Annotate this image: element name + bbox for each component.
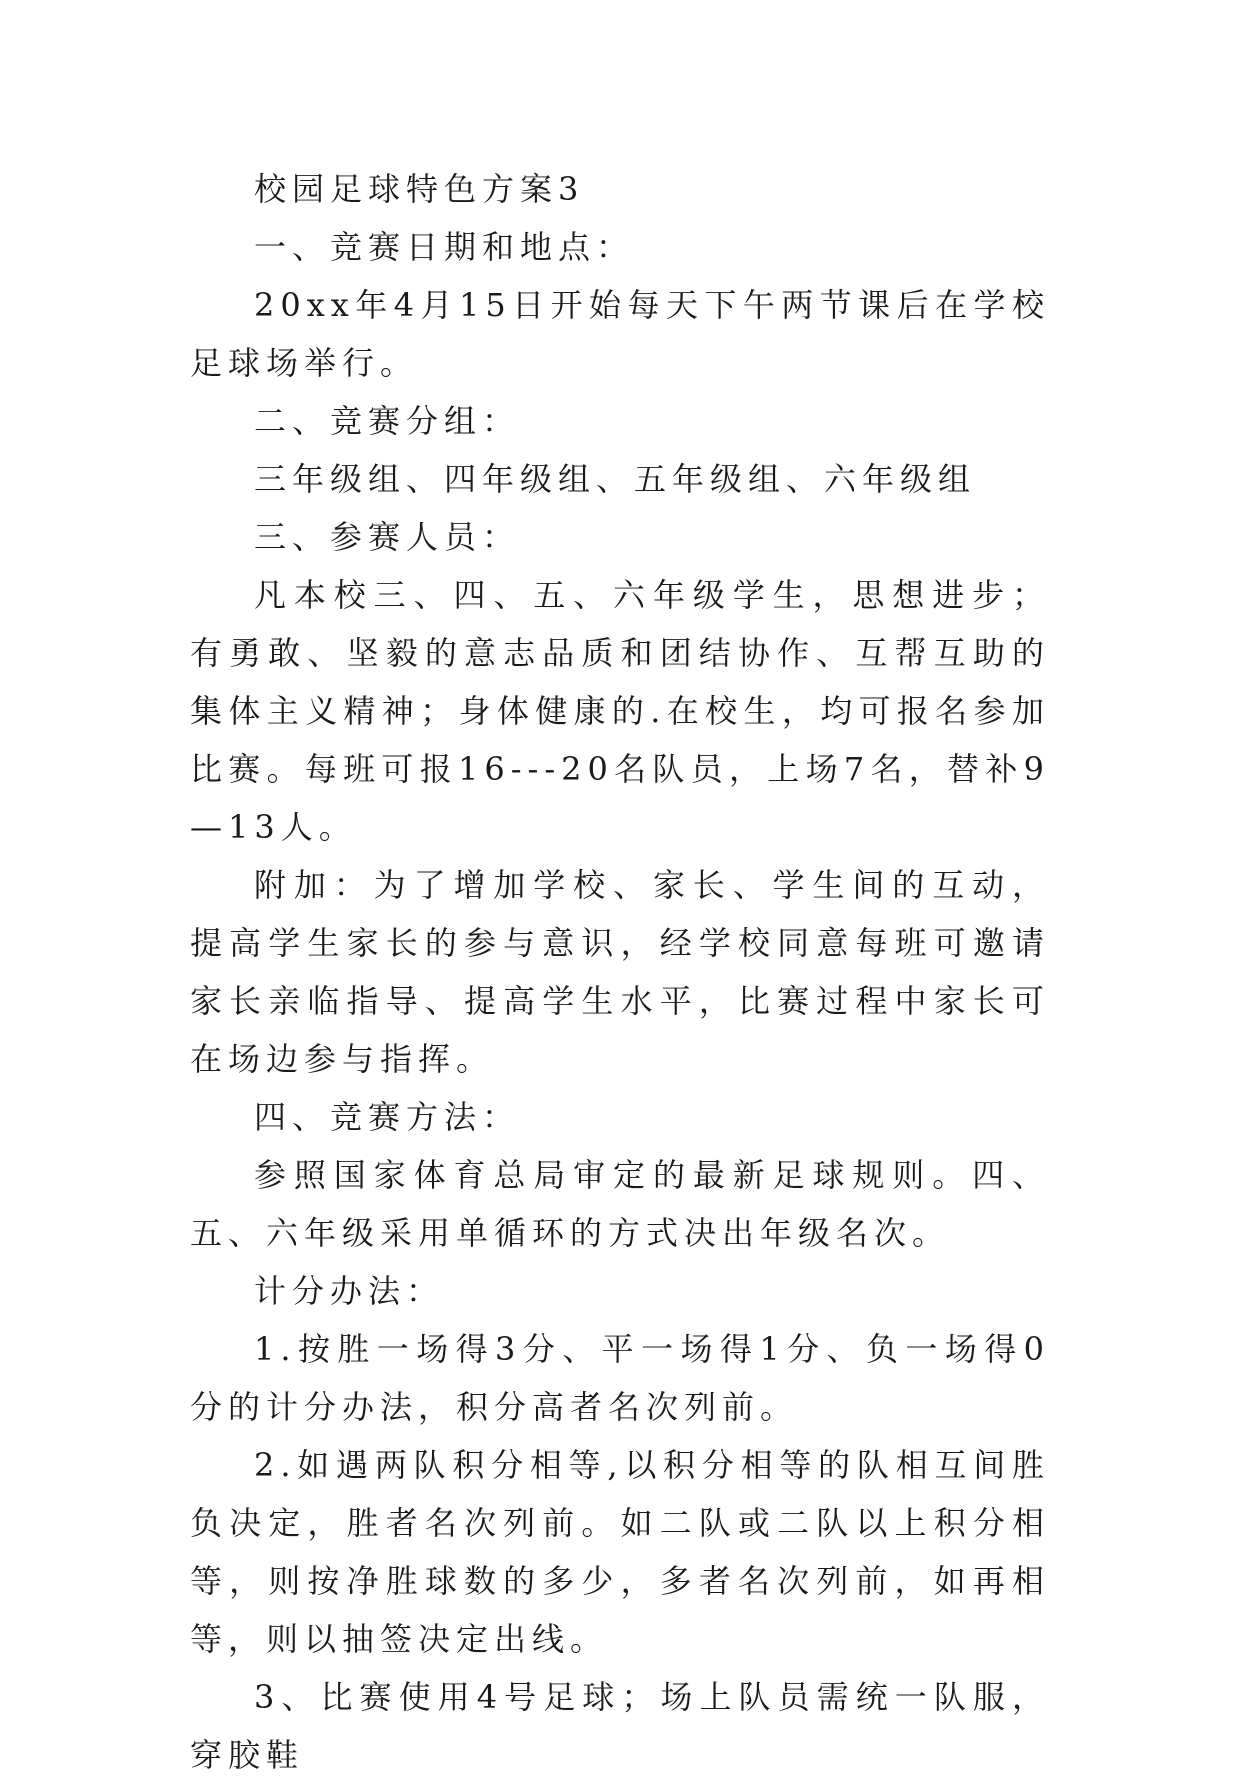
document-body xyxy=(190,160,1050,1784)
paragraph-rule-3: 3、比赛使用4号足球；场上队员需统一队服，穿胶鞋 xyxy=(190,1678,1050,1774)
subheading-scoring: 计分办法： xyxy=(254,1272,445,1310)
paragraph-groups: 三年级组、四年级组、五年级组、六年级组 xyxy=(254,460,977,498)
section-heading-participants: 三、参赛人员： xyxy=(254,518,521,556)
section-heading-groups: 二、竞赛分组： xyxy=(254,402,521,440)
paragraph-date-location: 20xx年4月15日开始每天下午两节课后在学校足球场举行。 xyxy=(190,286,1050,382)
paragraph-additional: 附加：为了增加学校、家长、学生间的互动，提高学生家长的参与意识，经学校同意每班可邀请家长亲临指导、提高学生水平，比赛过程中家长可在场边参与指挥。 xyxy=(190,866,1050,1078)
document-title: 校园足球特色方案3 xyxy=(254,170,585,208)
paragraph-method: 参照国家体育总局审定的最新足球规则。四、五、六年级采用单循环的方式决出年级名次。 xyxy=(190,1156,1050,1252)
section-heading-date-location: 一、竞赛日期和地点： xyxy=(254,228,635,266)
paragraph-participants: 凡本校三、四、五、六年级学生，思想进步；有勇敢、坚毅的意志品质和团结协作、互帮互助的集体主义精神；身体健康的.在校生，均可报名参加比赛。每班可报16---20名队员，上场7名，替补9—13人。 xyxy=(190,576,1050,846)
section-heading-method: 四、竞赛方法： xyxy=(254,1098,521,1136)
paragraph-scoring-rule-2: 2.如遇两队积分相等,以积分相等的队相互间胜负决定，胜者名次列前。如二队或二队以上积分相等，则按净胜球数的多少，多者名次列前，如再相等，则以抽签决定出线。 xyxy=(190,1446,1050,1658)
paragraph-scoring-rule-1: 1.按胜一场得3分、平一场得1分、负一场得0分的计分办法，积分高者名次列前。 xyxy=(190,1330,1050,1426)
